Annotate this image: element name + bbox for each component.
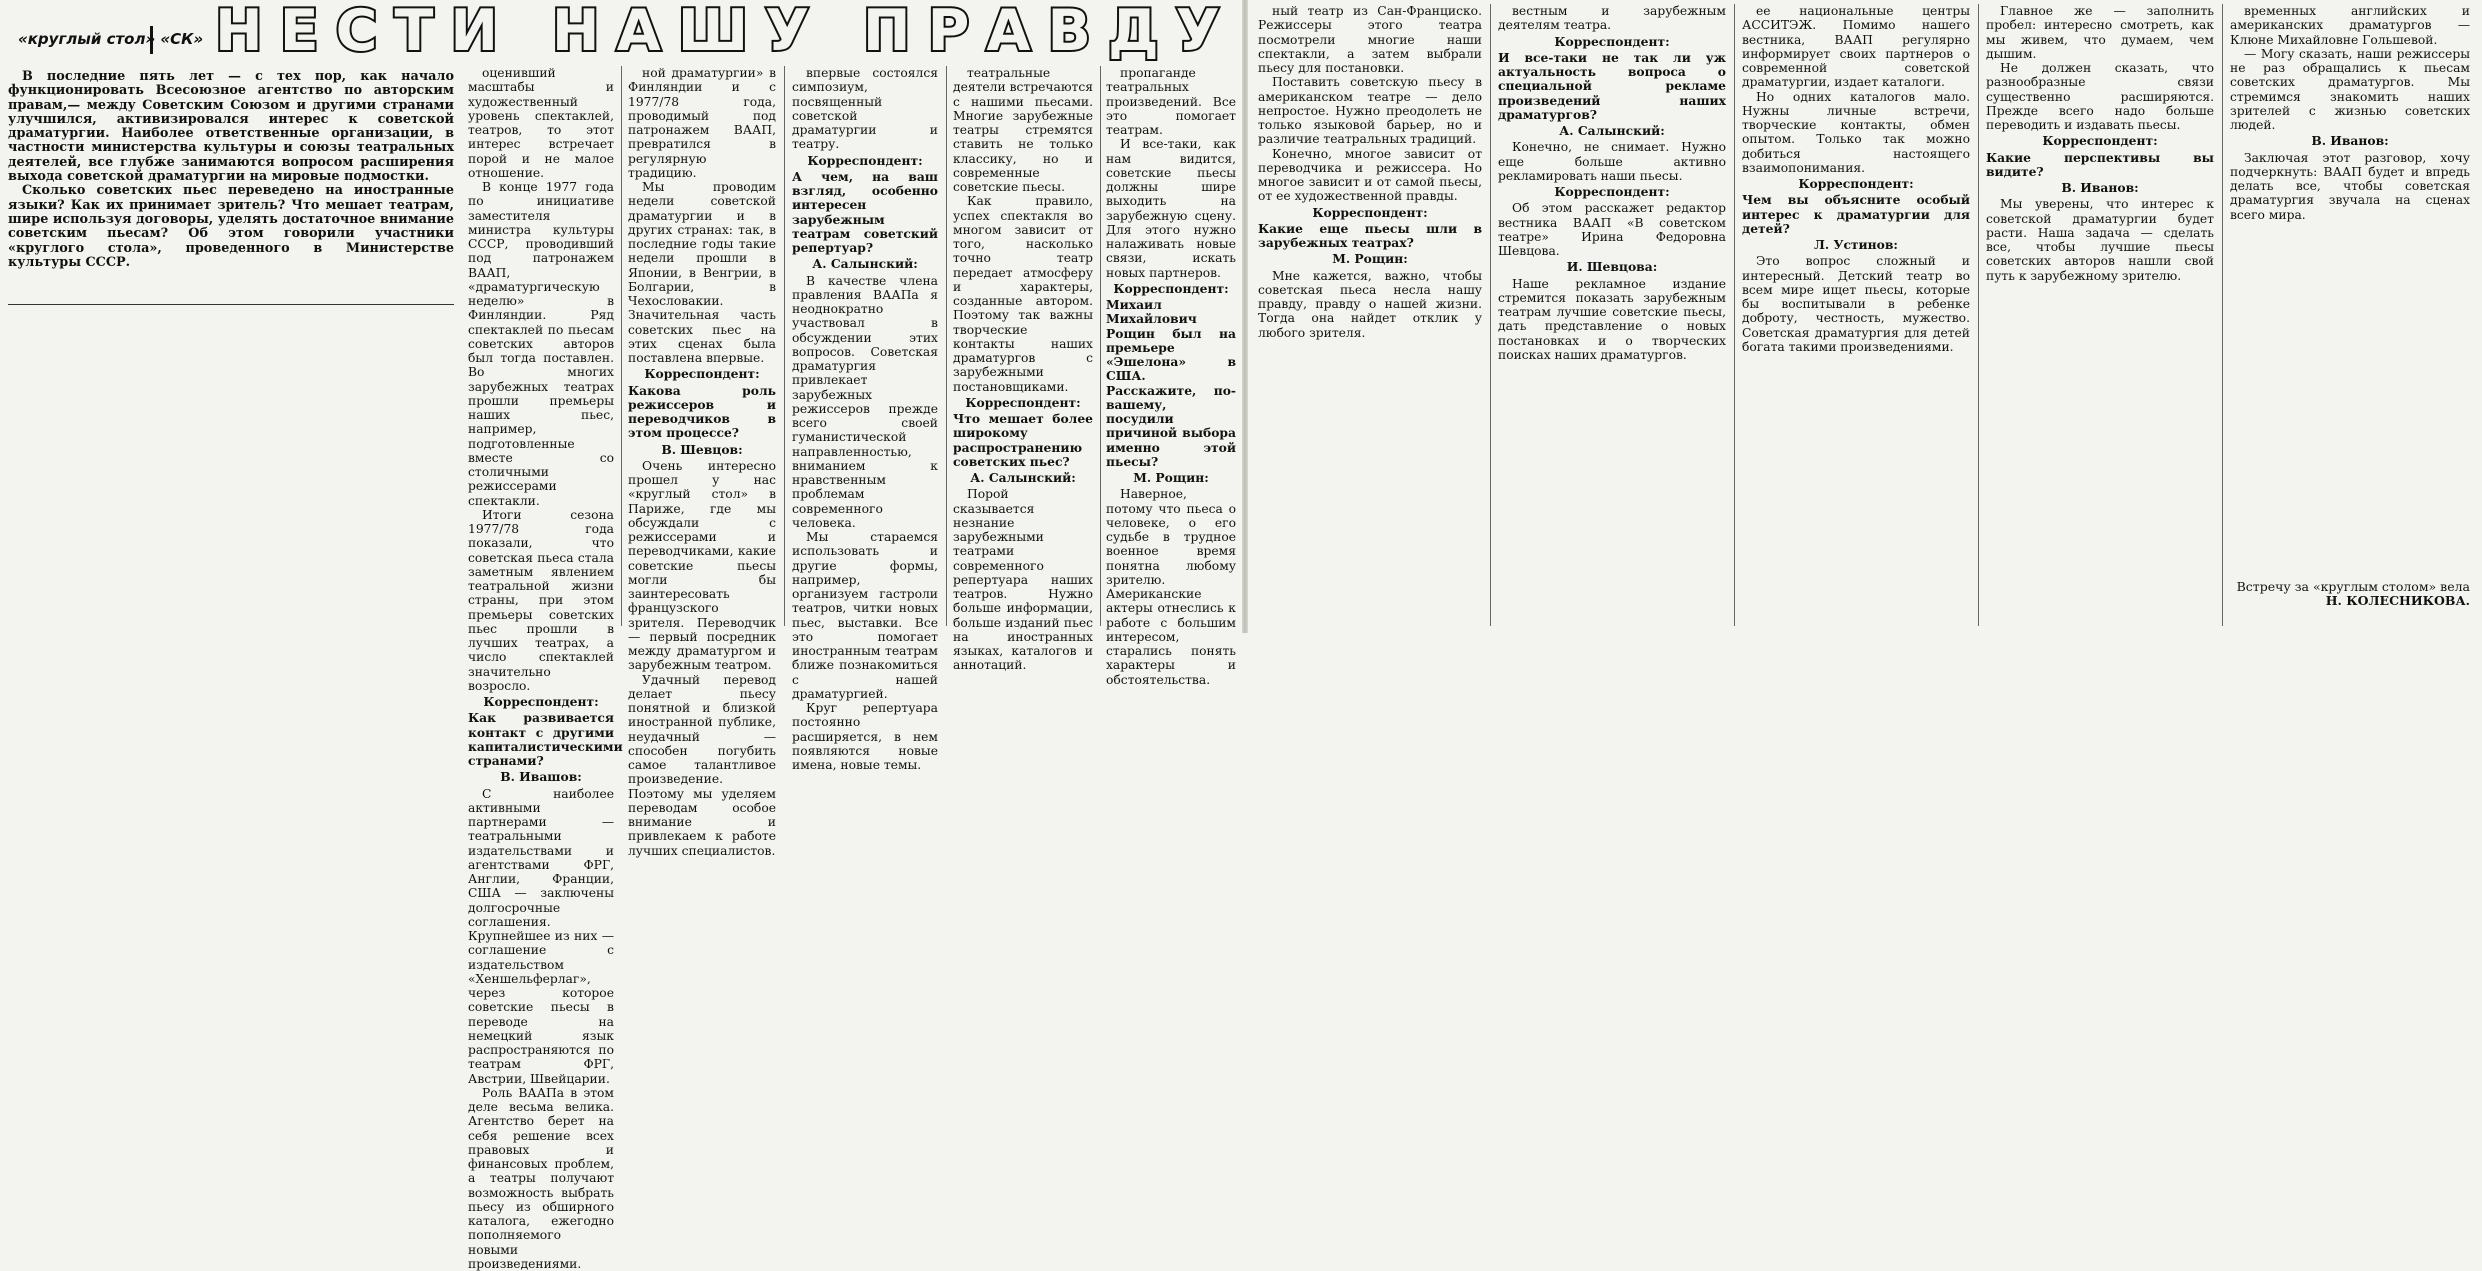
paragraph: Мы уверены, что интерес к советской драматургии будет расти. Наша задача — сделать все, чтобы лучшие пьесы советских авторов нашли свой путь к зарубежному зрителю. [1986,197,2214,283]
paragraph: В. Ивашов: [500,769,582,785]
text-column-8 [1498,4,1726,637]
paragraph: Какова роль режиссеров и переводчиков в этом процессе? [628,382,776,441]
paragraph: пропаганде театральных произведений. Все это помогает театрам. [1106,66,1236,137]
paragraph: Заключая этот разговор, хочу подчеркнуть: ВААП будет и впредь делать все, чтобы советская драматургия звучала на сценах всего мира. [2230,150,2470,222]
column-rule [1734,4,1735,626]
text-column-9 [1742,4,1970,637]
paragraph: Как развивается контакт с другими капиталистическими странами? [468,710,623,768]
paragraph: ее национальные центры АССИТЭЖ. Помимо нашего вестника, ВААП регулярно информирует своих партнеров о современной советской драматургии, издает каталоги. [1742,4,1970,90]
text-column-5 [953,66,1093,699]
paragraph: Порой сказывается незнание зарубежными театрами современного репертуара наших театров. Нужно больше информации, больше изданий пьес на иностранных языках, каталогов и аннотаций. [953,487,1093,673]
rubric-label: «круглый стол» «СК» [18,30,204,48]
text-column-6 [1106,66,1236,699]
paragraph: С наиболее активными партнерами — театральными издательствами и агентствами ФРГ, Англии, Франции, США — заключены долгосрочные соглашения. Крупнейшее из них — соглашение с издательством «Хеншельферлаг», через которое советские пьесы в переводе на немецкий язык распространяются по театрам ФРГ, Австрии, Швейцарии. [468,786,614,1086]
paragraph: Мне кажется, важно, чтобы советская пьеса несла нашу правду, правду о нашей жизни. Тогда она найдет отклик у любого зрителя. [1258,268,1482,340]
paragraph: ный театр из Сан-Франциско. Режиссеры этого театра посмотрели многие наши спектакли, а затем выбрали пьесу для постановки. [1258,4,1482,75]
text-column-2 [468,66,623,1271]
paragraph: Корреспондент: [1554,184,1670,199]
text-column-3 [628,66,776,858]
paragraph: В конце 1977 года по инициативе заместителя министра культуры СССР, проводивший под патронажем ВААП, «драматургическую неделю» в Финляндии. Ряд спектаклей по пьесам советских авторов был тогда поставлен. Во многих зарубежных театрах прошли премьеры наших пьес, например, подготовленные вместе со столичными режиссерами спектакли. [468,180,614,508]
page-fold [1242,0,1248,633]
paragraph: впервые состоялся симпозиум, посвященный советской драматургии и театру. [792,66,938,152]
text-column-4 [792,66,938,772]
column-rule [621,66,622,626]
paragraph: Главное же — заполнить пробел: интересно смотреть, как мы живем, что думаем, чем дышим. [1986,4,2214,61]
paragraph: Михаил Михайлович Рощин был на премьере «Эшелона» в США. Расскажите, по-вашему, посудили причиной выбора именно этой пьесы? [1106,297,1236,469]
paragraph: Корреспондент: [2042,133,2158,149]
paragraph: Корреспондент: [1312,204,1428,220]
paragraph: И все-таки не так ли уж актуальность вопроса о специальной рекламе произведений наших драматургов? [1498,49,1726,122]
signature-author: Н. КОЛЕСНИКОВА. [2325,593,2470,608]
paragraph: Итоги сезона 1977/78 года показали, что советская пьеса стала заметным явлением театральной жизни страны, при этом премьеры советских пьес прошли в лучших театрах, а число спектаклей значительно возросло. [468,507,614,693]
paragraph: Очень интересно прошел у нас «круглый стол» в Париже, где мы обсуждали с режиссерами и переводчиками, какие советские пьесы могли бы заинтересовать французского зрителя. Переводчик — первый посредник между драматургом и зарубежным театром. [628,458,776,673]
paragraph: Конечно, многое зависит от переводчика и режиссера. Но многое зависит и от самой пьесы, от ее художественной правды. [1258,146,1482,204]
paragraph: Мы проводим недели советской драматургии и в других странах: так, в последние годы такие недели прошли в Японии, в Венгрии, в Болгарии, в Чехословакии. Значительная часть советских пьес на этих сценах была поставлена впервые. [628,180,776,365]
paragraph: И. Шевцова: [1566,259,1658,275]
paragraph: Какие перспективы вы видите? [1986,149,2214,179]
paragraph: Корреспондент: [483,694,599,709]
paragraph: Поставить советскую пьесу в американском театре — дело непростое. Нужно преодолеть не только языковой барьер, но и различие театральных традиций. [1258,75,1482,147]
paragraph: И все-таки, как нам видится, советские пьесы должны шире выходить на зарубежную сцену. Для этого нужно налаживать новые связи, искать новых партнеров. [1106,137,1236,280]
paragraph: Не должен сказать, что разнообразные связи существенно расширяются. Прежде всего надо больше переводить и издавать пьесы. [1986,61,2214,132]
column-rule [1100,66,1101,626]
paragraph: Л. Устинов: [1814,237,1898,252]
paragraph: В. Иванов: [2061,180,2139,195]
paragraph: Удачный перевод делает пьесу понятной и близкой иностранной публике, неудачный — способен погубить самое талантливое произведение. Поэтому мы уделяем переводам особое внимание и привлекаем к работе лучших специалистов. [628,672,776,858]
paragraph: Сколько советских пьес переведено на иностранные языки? Как их принимает зритель? Что мешает театрам, шире используя договоры, уделять достаточное внимание советским пьесам? Об этом говорили участники «круглого стола», проведенного в Министерстве культуры СССР. [8,183,454,270]
paragraph: оценивший масштабы и художественный уровень спектаклей, театров, то этот интерес встречает порой и не малое отношение. [468,66,614,180]
paragraph: Что мешает более широкому распространению советских пьес? [953,411,1093,469]
paragraph: Корреспондент: [1798,176,1914,191]
signature-caption: Встречу за «круглым столом» вела [2236,579,2470,594]
paragraph: В. Шевцов: [661,441,743,457]
paragraph: ной драматургии» в Финляндии и с 1977/78 года, проводимый под патронажем ВААП, превратился в регулярную традицию. [628,66,776,180]
paragraph: Корреспондент: [1113,280,1229,296]
paragraph: А. Салынский: [812,256,918,272]
column-rule [784,66,785,626]
text-column-10 [1986,4,2214,637]
paragraph: Конечно, не снимает. Нужно еще больше активно рекламировать наши пьесы. [1498,140,1726,183]
paragraph: временных английских и американских драматургов — Клюне Михайловне Гольшевой. [2230,4,2470,47]
paragraph: В качестве члена правления ВААПа я неоднократно участвовал в обсуждении этих вопросов. Советская драматургия привлекает зарубежных режиссеров прежде всего своей гуманистической направленностью, вниманием к нравственным проблемам современного человека. [792,273,938,530]
article-banner [0,0,1240,64]
column-rule [946,66,947,626]
paragraph: В последние пять лет — с тех пор, как начало функционировать Всесоюзное агентство по авторским правам,— между Советским Союзом и другими странами улучшился, активизировался интерес к советской драматургии. Наиболее ответственные организации, в частности министерства культуры и союзы театральных деятелей, все глубже занимаются вопросом расширения выхода советской драматургии на мировые подмостки. [8,69,454,185]
paragraph: Какие еще пьесы шли в зарубежных театрах? [1258,220,1482,250]
column-rule [1978,4,1979,626]
paragraph: Об этом расскажет редактор вестника ВААП «В советском театре» Ирина Федоровна Шевцова. [1498,201,1726,258]
paragraph: Круг репертуара постоянно расширяется, в нем появляются новые имена, новые темы. [792,701,938,772]
paragraph: Корреспондент: [1554,33,1670,49]
paragraph: А чем, на ваш взгляд, особенно интересен зарубежным театрам советский репертуар? [792,168,938,255]
left-page [0,0,1240,1271]
text-column-7 [1258,4,1482,637]
paragraph: Мы стараемся использовать и другие формы, например, организуем гастроли театров, читки новых пьес, выставки. Все это помогает иностранным театрам ближе познакомиться с нашей драматургией. [792,530,938,701]
paragraph: Корреспондент: [807,152,923,168]
paragraph: театральные деятели встречаются с нашими пьесами. Многие зарубежные театры стремятся ставить не только классику, но и современные советские пьесы. [953,66,1093,194]
paragraph: Чем вы объясните особый интерес к драматургии для детей? [1742,192,1970,236]
paragraph: В. Иванов: [2311,133,2389,149]
paragraph: Корреспондент: [965,394,1081,410]
text-column-11 [2230,4,2470,564]
paragraph: Как правило, успех спектакля во многом зависит от того, насколько точно театр передает атмосферу и характеры, созданные автором. Поэтому так важны творческие контакты наших драматургов с зарубежными постановщиками. [953,194,1093,394]
paragraph: — Могу сказать, наши режиссеры не раз обращались к пьесам советских драматургов. Мы стремимся знакомить наших зрителей с жизнью советских людей. [2230,46,2470,132]
column-rule [2222,4,2223,626]
lead-divider [8,304,454,305]
banner-divider [150,26,163,54]
paragraph: Наше рекламное издание стремится показать зарубежным театрам лучшие советские пьесы, дать представление о новых постановках и о творческих поисках наших драматургов. [1498,276,1726,362]
paragraph: Но одних каталогов мало. Нужны личные встречи, творческие контакты, обмен опытом. Только так можно добиться настоящего взаимопонимания. [1742,89,1970,175]
column-rule [1490,4,1491,626]
right-page [1250,0,2482,633]
paragraph: Наверное, потому что пьеса о человеке, о его судьбе в трудное военное время понятна любому зрителю. Американские актеры отнеслись к работе с большим интересом, старались понять характеры и обстоятельства. [1106,487,1236,687]
paragraph: М. Рощин: [1133,470,1209,485]
text-column-1 [8,312,454,945]
article-lead [8,70,454,302]
paragraph: М. Рощин: [1332,251,1408,267]
article-headline: НЕСТИ НАШУ ПРАВДУ [215,0,1237,64]
paragraph: Это вопрос сложный и интересный. Детский театр во всем мире ищет пьесы, которые бы воспитывали в ребенке доброту, честность, мужество. Советская драматургия для детей богата такими произведениями. [1742,254,1970,354]
paragraph: А. Салынский: [1559,123,1665,138]
paragraph: Роль ВААПа в этом деле весьма велика. Агентство берет на себя решение всех правовых и финансовых проблем, а театры получают возможность выбрать пьесу из обширного каталога, ежегодно пополняемого новыми произведениями. [468,1085,614,1271]
paragraph: вестным и зарубежным деятелям театра. [1498,4,1726,33]
paragraph: А. Салынский: [970,470,1076,485]
paragraph: Корреспондент: [644,366,760,382]
signature-block [2230,580,2470,608]
